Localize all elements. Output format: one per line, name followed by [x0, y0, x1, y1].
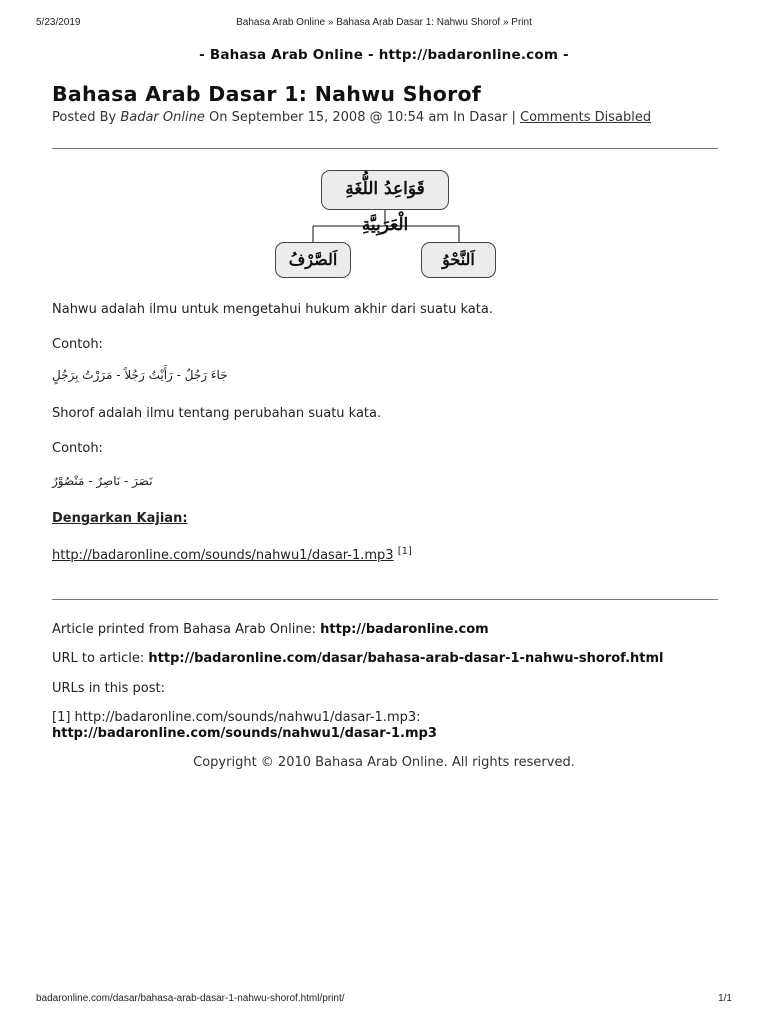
copyright: Copyright © 2010 Bahasa Arab Online. All rights reserved. [193, 755, 575, 770]
divider-top [52, 148, 718, 149]
diagram-root-box: قَوَاعِدُ اللُّغَةِ الْعَرَبِيَّةِ [321, 170, 449, 210]
ref-url [52, 726, 437, 741]
printed-from [52, 622, 489, 637]
print-footer [36, 993, 732, 1007]
article-title: Bahasa Arab Dasar 1: Nahwu Shorof [52, 82, 482, 106]
ref-line: [1] http://badaronline.com/sounds/nahwu1/dasar-1.mp3: [52, 710, 421, 725]
print-page-number: 1/1 [718, 993, 732, 1004]
grammar-diagram [270, 170, 500, 282]
printed-from-url: http://badaronline.com [320, 622, 489, 637]
printed-from-label: Article printed from Bahasa Arab Online: [52, 622, 321, 637]
print-footer-url: badaronline.com/dasar/bahasa-arab-dasar-1-nahwu-shorof.html/print/ [36, 993, 345, 1004]
contoh-label-2: Contoh: [52, 441, 103, 456]
urls-in-post-label: URLs in this post: [52, 681, 165, 696]
audio-link[interactable]: http://badaronline.com/sounds/nahwu1/dasar-1.mp3 [52, 548, 394, 563]
comments-link[interactable]: Comments Disabled [520, 110, 652, 125]
ref-url-bold: http://badaronline.com/sounds/nahwu1/dasar-1.mp3 [52, 726, 437, 741]
article-url-line [52, 651, 664, 666]
print-header [36, 17, 732, 31]
audio-ref: [1] [397, 546, 412, 557]
listen-heading: Dengarkan Kajian: [52, 511, 188, 526]
contoh-arabic-1: جَاءَ رَجُلٌ - رَأَيْتُ رَجُلاً - مَرَرْتُ بِرَجُلٍ [52, 368, 228, 382]
nahwu-definition: Nahwu adalah ilmu untuk mengetahui hukum akhir dari suatu kata. [52, 302, 493, 317]
byline-date: On September 15, 2008 @ 10:54 am In Dasar | [204, 110, 520, 125]
byline [52, 110, 651, 125]
byline-prefix: Posted By [52, 110, 121, 125]
divider-bottom [52, 599, 718, 600]
site-line: - Bahasa Arab Online - http://badaronline.com - [199, 47, 569, 63]
byline-author: Badar Online [120, 110, 205, 125]
diagram-nahwu-box: اَلنَّحْوُ [421, 242, 496, 278]
contoh-arabic-2: نَصَرَ - نَاصِرٌ - مَنْصُوْرٌ [52, 474, 153, 488]
contoh-label-1: Contoh: [52, 337, 103, 352]
shorof-definition: Shorof adalah ilmu tentang perubahan suatu kata. [52, 406, 382, 421]
diagram-shorof-box: اَلصَّرْفُ [275, 242, 351, 278]
print-date: 5/23/2019 [36, 17, 81, 28]
audio-line [52, 546, 412, 563]
article-url: http://badaronline.com/dasar/bahasa-arab-dasar-1-nahwu-shorof.html [148, 651, 664, 666]
print-page-title: Bahasa Arab Online » Bahasa Arab Dasar 1: Nahwu Shorof » Print [236, 17, 532, 28]
article-url-label: URL to article: [52, 651, 149, 666]
